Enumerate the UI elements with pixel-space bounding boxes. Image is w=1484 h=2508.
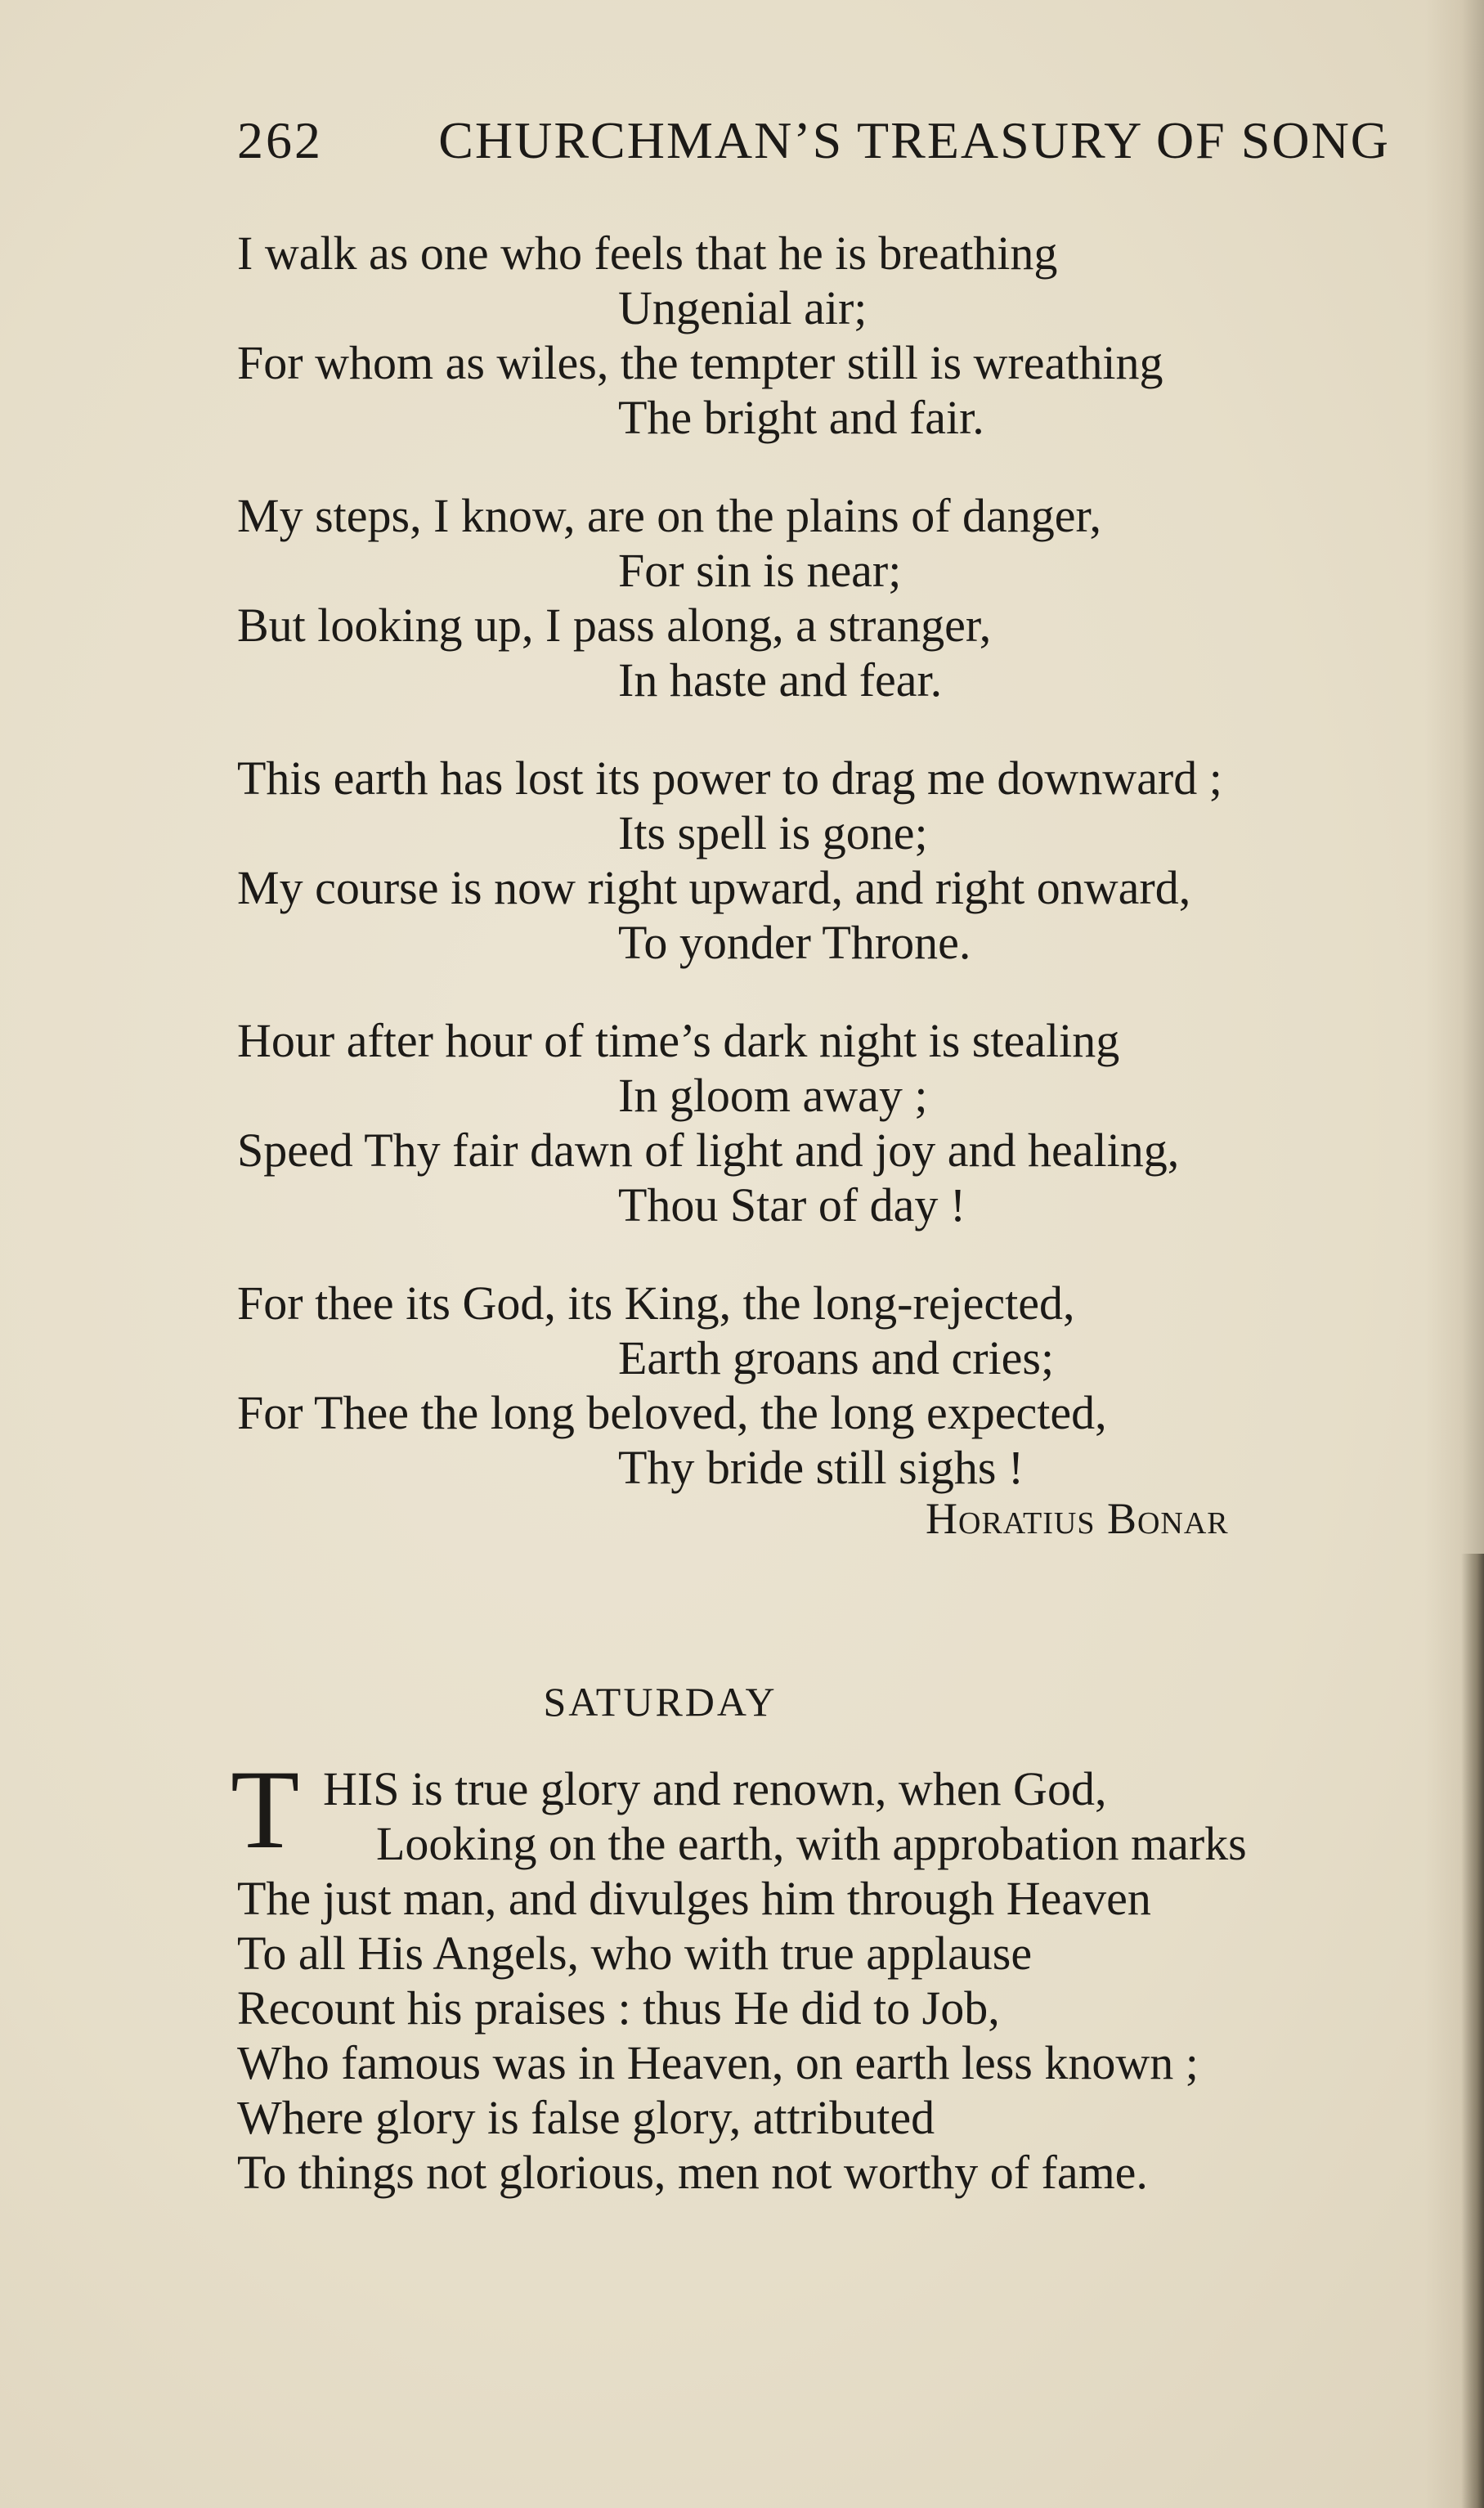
verse-line: In gloom away ; [618,1069,928,1122]
verse-line: For Thee the long beloved, the long expected, [237,1386,1107,1439]
verse-line: Recount his praises : thus He did to Job, [237,1981,1000,2035]
verse-line: The bright and fair. [618,391,984,444]
verse-line: Hour after hour of time’s dark night is stealing [237,1014,1120,1067]
verse-line: For thee its God, its King, the long-rejected, [237,1276,1075,1330]
poem-title: SATURDAY [543,1679,778,1725]
verse-line: Earth groans and cries; [618,1331,1055,1384]
verse-line: Its spell is gone; [618,806,928,859]
page-number: 262 [237,111,323,169]
poem1-stanza-5 [237,1276,1107,1495]
verse-line: Where glory is false glory, attributed [237,2091,935,2144]
verse-line: To all His Angels, who with true applause [237,1927,1033,1980]
poem1-stanza-1 [237,226,1163,445]
running-title: CHURCHMAN’S TREASURY OF SONG [438,111,1390,169]
verse-line: But looking up, I pass along, a stranger, [237,599,992,652]
verse-line: My course is now right upward, and right onward, [237,861,1191,914]
poem1-stanza-3 [237,751,1222,970]
verse-line: Thy bride still sighs ! [618,1441,1024,1494]
verse-line: Speed Thy fair dawn of light and joy and healing, [237,1124,1180,1177]
verse-line: In haste and fear. [618,653,943,707]
poem1-stanza-2 [237,488,1101,707]
verse-line: For whom as wiles, the tempter still is wreathing [237,336,1163,389]
verse-line: To yonder Throne. [618,916,971,969]
author-attribution: Horatius Bonar [926,1494,1229,1543]
poem2-body [237,1761,1247,2200]
verse-line: I walk as one who feels that he is breathing [237,227,1058,280]
verse-line: Who famous was in Heaven, on earth less known ; [237,2036,1199,2089]
verse-line: Looking on the earth, with approbation marks [376,1817,1247,1870]
verse-line: My steps, I know, are on the plains of danger, [237,489,1101,542]
drop-cap: T [231,1747,300,1872]
verse-line: To things not glorious, men not worthy of fame. [237,2146,1148,2199]
verse-line: The just man, and divulges him through Heaven [237,1872,1151,1925]
poem1-stanza-4 [237,1013,1179,1232]
verse-line: Ungenial air; [618,281,868,334]
verse-line: HIS is true glory and renown, when God, [323,1762,1107,1815]
running-header [237,108,1390,173]
verse-line: This earth has lost its power to drag me downward ; [237,752,1222,805]
verse-line: For sin is near; [618,544,902,597]
verse-line: Thou Star of day ! [618,1178,966,1232]
